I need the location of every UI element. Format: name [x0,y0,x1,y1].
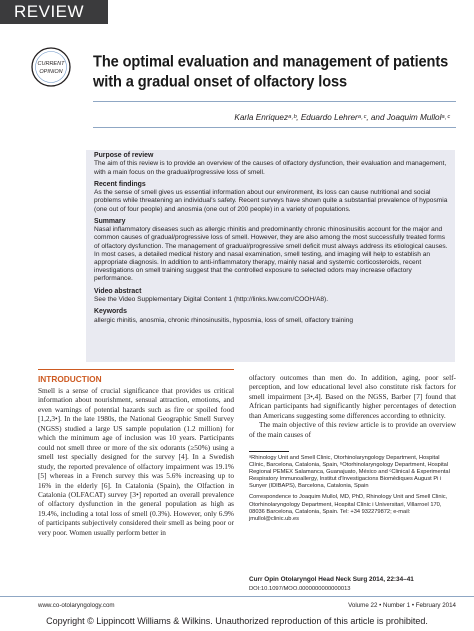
video-abstract-heading: Video abstract [94,287,142,295]
current-opinion-logo [30,46,72,88]
article-authors: Karla Enriquezᵃ˒ᵇ, Eduardo Lehrerᵃ˒ᶜ, and Joaquim Mullolᵃ˒ᶜ [234,113,450,122]
summary-heading: Summary [94,217,126,225]
introduction-continued-text: olfactory outcomes than men do. In addition, aging, poor self-perception, and low educational level also constitute risk factors for smell impairment [3•,4]. Based on the NGSS, Barber [7] found that African participants had significantly higher percentages of detection than Americans suggesting some differences according to ethnicity. [249,373,456,420]
summary-text: Nasal inflammatory diseases such as allergic rhinitis and predominantly chronic rhinosinusitis account for the major and common causes of gradual/progressive loss of smell. However, they are also among the most successfully treated forms of olfactory dysfunction. The management of gradual/progressive smell deficit must always address its etiological causes. In most cases, a detailed medical history and nasal examination, smell testing, and imaging will help to establish an appropriate diagnosis. In addition to anti-inflammatory therapy, mainly nasal and systemic corticosteroids, recent investigations on smell training suggest that the controlled exposure to selected odors may increase olfactory performance. [94,226,448,283]
introduction-right-column [249,373,456,439]
footer-rule [0,596,474,597]
introduction-heading: INTRODUCTION [38,374,102,384]
copyright-notice: Copyright © Lippincott Williams & Wilkins. Unauthorized reproduction of this article is prohibited. [0,611,474,631]
keywords-text: allergic rhinitis, anosmia, chronic rhinosinusitis, hyposmia, loss of smell, olfactory training [94,316,354,324]
title-rule [93,101,456,102]
section-tab: REVIEW [0,0,108,24]
article-title: The optimal evaluation and management of patients with a gradual onset of olfactory loss [93,54,449,91]
video-abstract-link[interactable]: See the Video Supplementary Digital Content 1 (http://links.lww.com/COOH/A8). [94,296,329,304]
journal-citation: Curr Opin Otolaryngol Head Neck Surg 2014, 22:34–41 [249,576,414,583]
doi: DOI:10.1097/MOO.0000000000000013 [249,586,351,592]
footnotes [249,455,456,527]
svg-text:OPINION: OPINION [39,69,63,75]
authors-rule [93,127,456,128]
introduction-objective-text: The main objective of this review article is to provide an overview of the main causes of [249,420,456,439]
findings-text: As the sense of smell gives us essential information about our environment, its loss can cause nutritional and social problems while threatening an individual's safety. Recent surveys have shown quite a substantial prevalence of hyposmia (one out of four people) and anosmia (one out of 200 people) in a variety of populations. [94,189,448,213]
introduction-left-column: Smell is a sense of crucial significance that provides us critical information about nourishment, sensual attraction, emotions, and even warnings of potential hazards such as fire or spoiled food [1,2,3•]. In the late 1980s, the National Geographic Smell Survey (NGSS) studied a large US sample population (1.2 million) for which the minimum age of inclusion was 10 years. Participants could not smell three or more of the six odorants (≥50%) using a smell test specially designed for the survey [4]. In a Swedish study, the reported prevalence of olfactory impairment was 19.1% [5] whereas in a French survey this was 5.6% increasing up to 16% in the elderly [6]. In Catalonia (Spain), the Olfaction in Catalonia (OLFACAT) survey [3•] reported an overall prevalence of olfactory dysfunction in the general population as high as 19.4%, including a total loss of smell (0.3%). However, only 6.9% of participants subjectively considered their smell as being poor or very poor. Women usually perform better in [38,386,234,537]
correspondence: Correspondence to Joaquim Mullol, MD, PhD, Rhinology Unit and Smell Clinic, Otorhinolaryngology Department, Hospital Clínic i Universitari, Villarroel 170, 08036 Barcelona, Catalonia, Spain. Tel: +34 932279872; e-mail: jmullol@clinic.ub.es [249,494,448,522]
footnote-divider [249,451,289,452]
purpose-heading: Purpose of review [94,152,154,159]
findings-heading: Recent findings [94,180,146,188]
intro-rule [38,369,234,370]
svg-text:CURRENT: CURRENT [37,61,65,67]
volume-info: Volume 22 • Number 1 • February 2014 [348,602,456,609]
keywords-heading: Keywords [94,308,127,316]
affiliations: ᵃRhinology Unit and Smell Clinic, Otorhinolaryngology Department, Hospital Clínic, Barcelona, Catalonia, Spain, ᵇOtorhinolaryngology Department, Hospital Regional PEMEX Salamanca, Guanajuato, México and ᶜClinical & Experimental Respiratory Immunoallergy, Institut d'Investigacions Biomèdiques August Pi i Sunyer (IDIBAPS), Barcelona, Catalonia, Spain [249,455,450,490]
journal-website-link[interactable]: www.co-otolaryngology.com [38,602,115,609]
abstract [94,152,449,329]
purpose-text: The aim of this review is to provide an overview of the causes of olfactory dysfunction, their evaluation and management, with a main focus on the gradual/progressive loss of smell. [94,160,447,176]
